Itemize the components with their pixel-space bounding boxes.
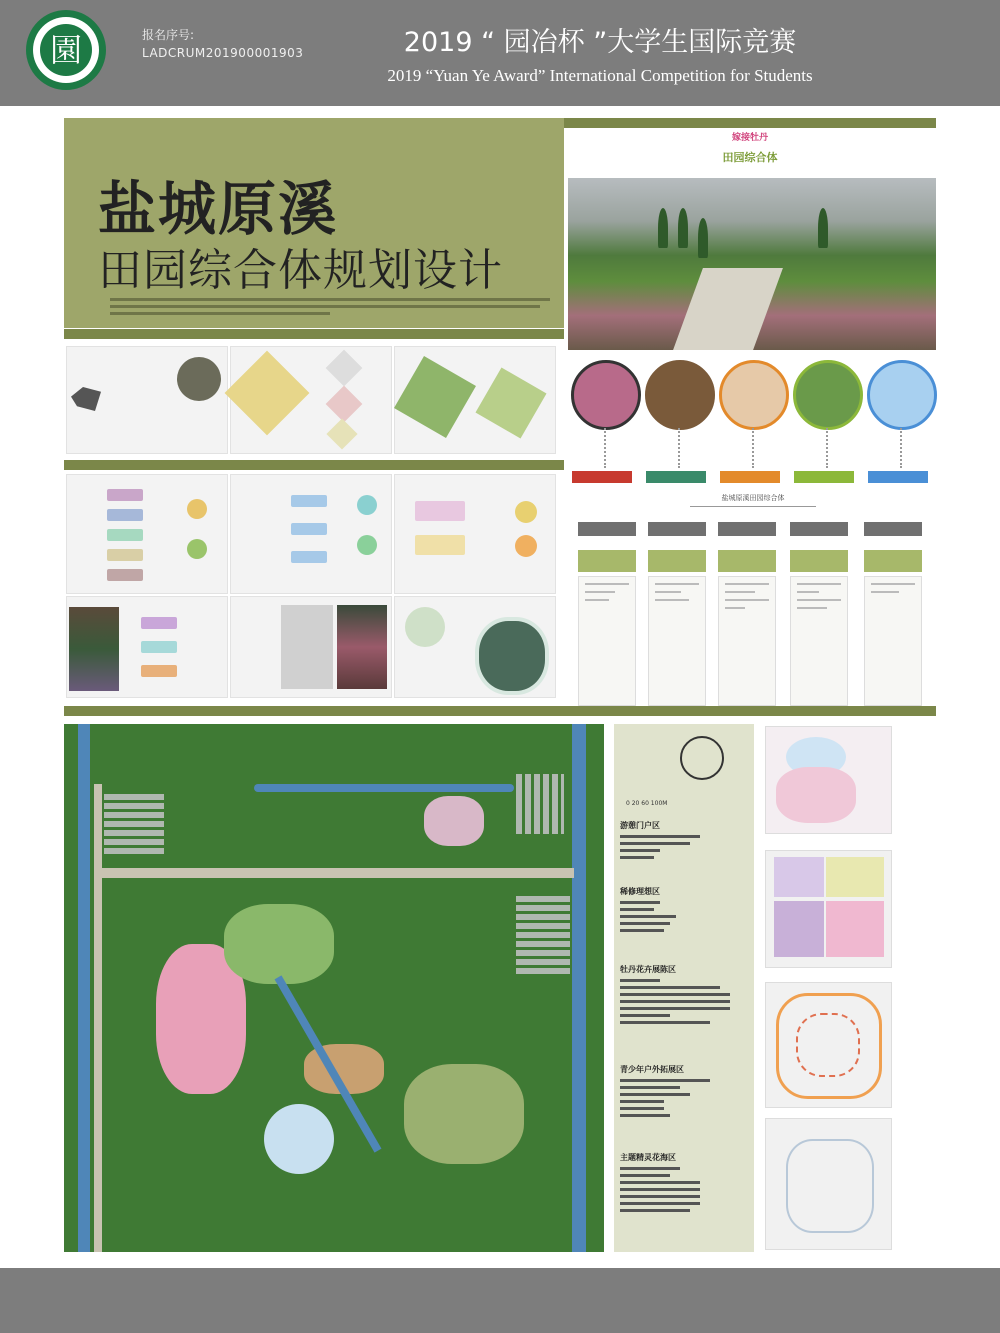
theme-circle-wedding: [719, 360, 789, 430]
connector-line: [826, 428, 830, 468]
strategy-text-block: [281, 605, 333, 689]
canal: [254, 784, 514, 792]
tree-shape: [818, 208, 828, 248]
parking-lot: [516, 894, 570, 974]
section-bar-masterplan: [64, 706, 936, 716]
land-use-plot: [394, 356, 476, 438]
registration-label: 报名序号:: [142, 28, 195, 42]
logo-glyph: 園: [40, 24, 92, 76]
china-map-icon: [71, 387, 101, 411]
island-diagram: [405, 607, 445, 647]
slogan-highlight-complex: 田园综合体: [722, 151, 778, 164]
theme-tag: [868, 471, 928, 483]
site-plot-small: [326, 418, 357, 449]
site-plot-small: [326, 350, 363, 387]
competition-title-en: 2019 “Yuan Ye Award” International Competition for Students: [387, 66, 813, 85]
reference-photos: [69, 607, 119, 691]
parking-lot: [104, 794, 164, 854]
legend-title: 稀修理想区: [620, 887, 660, 896]
strategy-diagram-2: [230, 474, 392, 594]
zone-area: [774, 901, 824, 957]
theme-tag: [720, 471, 780, 483]
strategy-diagram-4: [66, 596, 228, 698]
side-road: [94, 784, 102, 1252]
garden-photo: [568, 178, 936, 350]
section-bar-concept: [564, 118, 936, 128]
theme-circle-farm: [793, 360, 863, 430]
org-column: [648, 522, 706, 706]
poster-subtitle: 田园综合体规划设计: [98, 245, 503, 296]
org-column: [790, 522, 848, 706]
analysis-map-paths: [765, 982, 892, 1108]
legend-group: [620, 1064, 710, 1121]
tree-shape: [678, 208, 688, 248]
tree-shape: [698, 218, 708, 258]
header-bar: [0, 0, 1000, 106]
concept-slogan: [600, 130, 900, 165]
connector-line: [604, 428, 608, 468]
section-bar-strategy: [64, 460, 564, 470]
org-column: [864, 522, 922, 706]
north-arrow-icon: [680, 736, 724, 780]
main-road: [94, 868, 574, 878]
green-zone: [404, 1064, 524, 1164]
pond-diagram: [475, 617, 549, 695]
connector-line: [678, 428, 682, 468]
theme-tag: [794, 471, 854, 483]
garden-path: [673, 268, 783, 350]
location-analysis-map: [66, 346, 228, 454]
site-analysis-diagrams: [230, 346, 392, 454]
legend-title: 主题精灵花海区: [620, 1153, 676, 1162]
connector-line: [752, 428, 756, 468]
theme-tag: [646, 471, 706, 483]
connector-line: [900, 428, 904, 468]
strategy-diagram-1: [66, 474, 228, 594]
registration-id: LADCRUM201900001903: [142, 46, 304, 60]
poster-title-panel: [64, 118, 564, 328]
flower-plaza: [264, 1104, 334, 1174]
legend-title: 牡丹花卉展陈区: [620, 965, 676, 974]
competition-title-cn: 2019 “ 园冶杯 ”大学生国际竞赛: [403, 27, 797, 58]
legend-group: [620, 820, 700, 863]
strategy-diagram-5: [230, 596, 392, 698]
zone-area: [776, 767, 856, 823]
analysis-map-zoning: [765, 850, 892, 968]
legend-title: 青少年户外拓展区: [620, 1065, 684, 1074]
theme-circle-peony: [571, 360, 641, 430]
path-loop: [786, 1139, 874, 1233]
analysis-map-circulation: [765, 726, 892, 834]
zone-area: [826, 901, 884, 957]
garden-zone: [424, 796, 484, 846]
river-left: [78, 724, 90, 1252]
zone-area: [826, 857, 884, 897]
green-zone: [224, 904, 334, 984]
site-locator-circle: [177, 357, 221, 401]
org-column: [718, 522, 776, 706]
legend-title: 游憩门户区: [620, 821, 660, 830]
land-use-diagrams: [394, 346, 556, 454]
tree-shape: [658, 208, 668, 248]
competition-logo: [26, 10, 106, 90]
strategy-diagram-6: [394, 596, 556, 698]
path-loop: [796, 1013, 860, 1077]
reference-photos: [337, 605, 387, 689]
org-column: [578, 522, 636, 706]
section-bar-analysis: [64, 329, 564, 339]
legend-group: [620, 886, 676, 936]
site-plot-small: [326, 386, 363, 423]
strategy-diagram-3: [394, 474, 556, 594]
site-plot-diagram: [225, 351, 310, 436]
parking-lot: [516, 774, 564, 834]
river-right: [572, 724, 586, 1252]
slogan-highlight-peony: 嫁接牡丹: [731, 133, 768, 143]
theme-tag: [572, 471, 632, 483]
intro-paragraph: [110, 298, 550, 320]
master-plan: [64, 724, 604, 1252]
legend-group: [620, 964, 730, 1028]
plan-legend: [614, 724, 754, 1252]
footer-bar: [0, 1268, 1000, 1333]
poster-title: 盐城原溪: [98, 175, 339, 243]
scale-bar: 0 20 60 100M: [626, 800, 668, 807]
analysis-map-landscape: [765, 1118, 892, 1250]
org-chart-title: 盐城原溪田园综合体: [690, 490, 816, 507]
land-use-plot: [475, 367, 546, 438]
zone-area: [774, 857, 824, 897]
legend-group: [620, 1152, 700, 1216]
theme-circle-kids: [867, 360, 937, 430]
theme-circle-dining: [645, 360, 715, 430]
